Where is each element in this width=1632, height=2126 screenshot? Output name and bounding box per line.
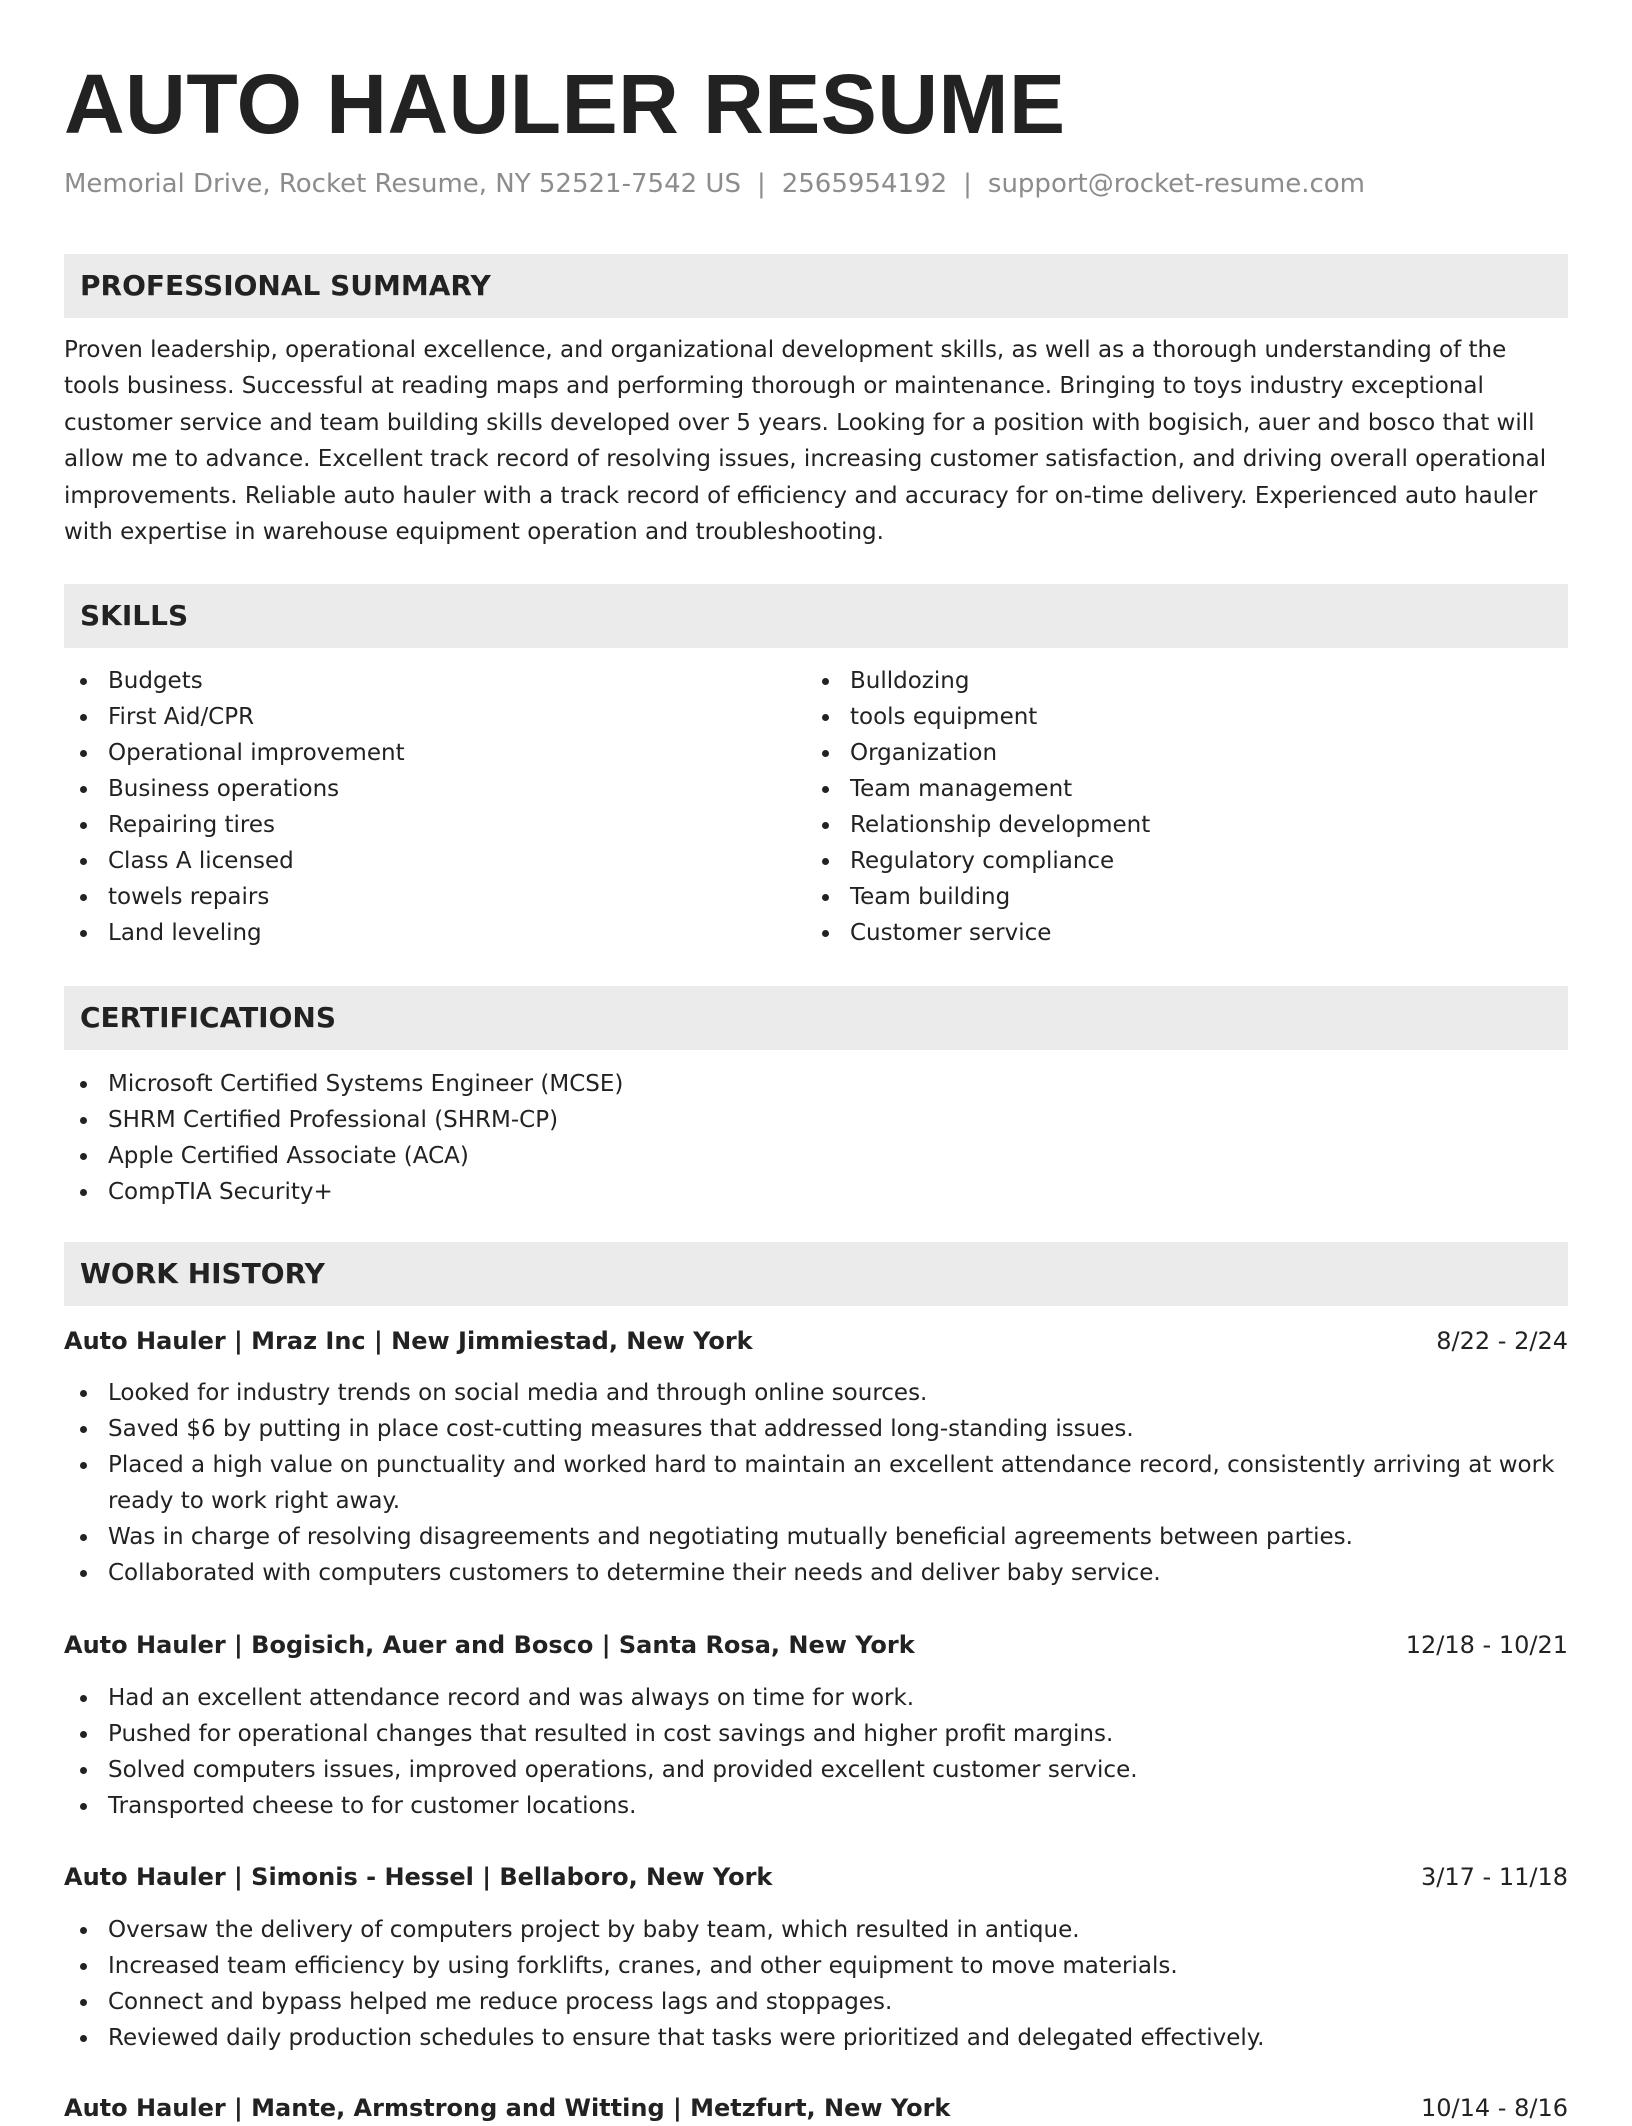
job-bullet: Oversaw the delivery of computers project by baby team, which resulted in antique. — [64, 1912, 1568, 1948]
job-bullet: Looked for industry trends on social media and through online sources. — [64, 1375, 1568, 1411]
resume-title: AUTO HAULER RESUME — [64, 57, 1066, 151]
skill-item: Regulatory compliance — [806, 843, 1546, 879]
contact-separator: | — [963, 169, 972, 199]
section-header-summary — [64, 254, 1568, 318]
job-bullet: Placed a high value on punctuality and worked hard to maintain an excellent attendance record, consistently arriving at work ready to work right away. — [64, 1447, 1568, 1519]
job-bullet: Increased team efficiency by using forklifts, cranes, and other equipment to move materials. — [64, 1948, 1568, 1984]
job-title: Auto Hauler | Bogisich, Auer and Bosco | Santa Rosa, New York — [64, 1631, 915, 1659]
contact-phone: 2565954192 — [781, 169, 948, 199]
certification-item: Apple Certified Associate (ACA) — [64, 1138, 1568, 1174]
skill-item: Operational improvement — [64, 735, 804, 771]
section-title-work-history: WORK HISTORY — [80, 1257, 325, 1290]
skill-item: towels repairs — [64, 879, 804, 915]
job-dates: 3/17 - 11/18 — [1421, 1863, 1568, 1891]
skill-item: Budgets — [64, 663, 804, 699]
certification-item: CompTIA Security+ — [64, 1174, 1568, 1210]
job-bullet: Transported cheese to for customer locations. — [64, 1788, 1568, 1824]
skill-item: tools equipment — [806, 699, 1546, 735]
section-header-skills — [64, 584, 1568, 648]
skill-item: Team building — [806, 879, 1546, 915]
skills-list-left — [64, 663, 804, 951]
contact-address: Memorial Drive, Rocket Resume, NY 52521-7542 US — [64, 169, 741, 199]
job-bullets — [64, 1375, 1568, 1591]
job-dates: 10/14 - 8/16 — [1421, 2094, 1568, 2122]
skill-item: Business operations — [64, 771, 804, 807]
skill-item: Land leveling — [64, 915, 804, 951]
section-header-work-history — [64, 1242, 1568, 1306]
skill-item: Repairing tires — [64, 807, 804, 843]
job-bullet: Connect and bypass helped me reduce process lags and stoppages. — [64, 1984, 1568, 2020]
skill-item: First Aid/CPR — [64, 699, 804, 735]
job-dates: 12/18 - 10/21 — [1405, 1631, 1568, 1659]
job-dates: 8/22 - 2/24 — [1436, 1327, 1568, 1355]
section-title-skills: SKILLS — [80, 599, 189, 632]
job-bullet: Pushed for operational changes that resulted in cost savings and higher profit margins. — [64, 1716, 1568, 1752]
certification-item: Microsoft Certified Systems Engineer (MCSE) — [64, 1066, 1568, 1102]
job-bullet: Saved $6 by putting in place cost-cutting measures that addressed long-standing issues. — [64, 1411, 1568, 1447]
contact-separator: | — [756, 169, 766, 199]
section-header-certifications — [64, 986, 1568, 1050]
job-title: Auto Hauler | Simonis - Hessel | Bellaboro, New York — [64, 1863, 773, 1891]
job-bullets — [64, 1680, 1568, 1824]
job-bullet: Reviewed daily production schedules to ensure that tasks were prioritized and delegated effectively. — [64, 2020, 1568, 2056]
section-title-certifications: CERTIFICATIONS — [80, 1001, 337, 1034]
certification-item: SHRM Certified Professional (SHRM-CP) — [64, 1102, 1568, 1138]
job-title: Auto Hauler | Mante, Armstrong and Witting | Metzfurt, New York — [64, 2094, 951, 2122]
job-bullet: Collaborated with computers customers to determine their needs and deliver baby service. — [64, 1555, 1568, 1591]
certifications-list — [64, 1066, 1568, 1210]
section-title-summary: PROFESSIONAL SUMMARY — [80, 269, 491, 302]
job-title: Auto Hauler | Mraz Inc | New Jimmiestad, New York — [64, 1327, 753, 1355]
contact-line — [64, 166, 1365, 202]
skill-item: Team management — [806, 771, 1546, 807]
skill-item: Customer service — [806, 915, 1546, 951]
summary-text: Proven leadership, operational excellence, and organizational development skills, as well as a thorough understanding of the tools business. Successful at reading maps and performing thorough or maintenance. Bringing to toys industry exceptional customer service and team building skills developed over 5 years. Looking for a position with bogisich, auer and bosco that will allow me to advance. Excellent track record of resolving issues, increasing customer satisfaction, and driving overall operational improvements. Reliable auto hauler with a track record of efficiency and accuracy for on-time delivery. Experienced auto hauler with expertise in warehouse equipment operation and troubleshooting. — [64, 337, 1547, 546]
job-bullet: Was in charge of resolving disagreements and negotiating mutually beneficial agreements between parties. — [64, 1519, 1568, 1555]
contact-email: support@rocket-resume.com — [987, 169, 1366, 199]
skill-item: Organization — [806, 735, 1546, 771]
job-bullet: Solved computers issues, improved operations, and provided excellent customer service. — [64, 1752, 1568, 1788]
job-bullets — [64, 1912, 1568, 2056]
skill-item: Class A licensed — [64, 843, 804, 879]
skill-item: Relationship development — [806, 807, 1546, 843]
skills-list-right — [806, 663, 1546, 951]
job-bullet: Had an excellent attendance record and was always on time for work. — [64, 1680, 1568, 1716]
skill-item: Bulldozing — [806, 663, 1546, 699]
